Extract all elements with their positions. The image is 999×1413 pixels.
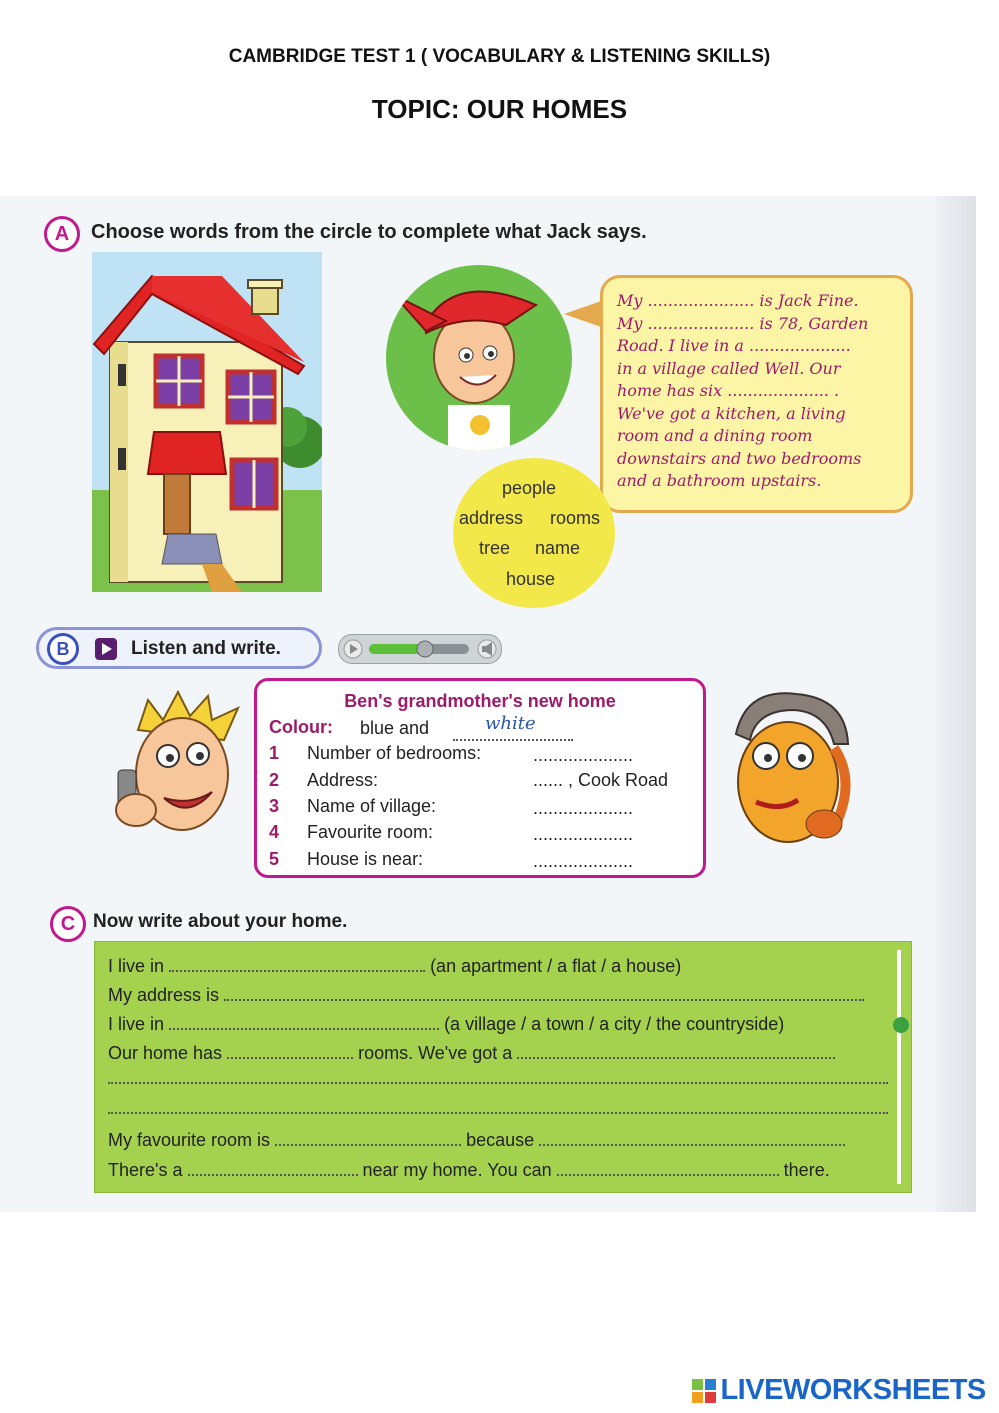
line-text: Our home has [108,1043,223,1063]
word-bank-item: people [502,478,557,498]
section-b-header [36,627,322,669]
write-blank[interactable] [539,1130,845,1146]
write-blank[interactable] [227,1043,353,1059]
write-blank[interactable] [517,1043,835,1059]
section-b-badge: B [47,633,79,665]
box-title: Ben's grandmother's new home [344,691,616,711]
box-edge-line [897,950,901,1184]
grandmother-home-box [254,678,706,878]
item-label: Favourite room: [307,822,434,842]
item-label: Address: [307,770,379,790]
write-blank[interactable] [169,956,425,972]
line-text: I live in [108,1014,165,1034]
word-bank-item: tree [479,538,511,558]
line-text: (an apartment / a flat / a house) [430,956,682,976]
write-blank[interactable] [169,1014,439,1030]
write-blank[interactable] [275,1130,461,1146]
section-a-instruction: Choose words from the circle to complete what Jack says. [91,221,647,243]
line-text: (a village / a town / a city / the countryside) [444,1014,785,1034]
section-c-instruction: Now write about your home. [93,911,348,932]
item-number: 4 [269,822,280,842]
write-line-7 [108,1130,845,1151]
page-edge-shadow [936,196,976,1212]
colour-prefix: blue and [360,718,430,738]
speech-line: We've got a kitchen, a living [617,403,846,423]
jack-speech-bubble [600,275,913,513]
write-blank[interactable] [108,1082,888,1084]
word-bank-circle [453,458,615,608]
write-blank[interactable] [188,1160,358,1176]
answer-blank[interactable]: .................... [533,798,634,818]
word-bank-item: house [506,569,556,589]
line-text: I live in [108,956,165,976]
write-line-2 [108,985,864,1006]
item-number: 3 [269,796,280,816]
logo-text: LIVEWORKSHEETS [720,1374,986,1406]
item-label: Number of bedrooms: [307,743,482,763]
write-blank[interactable] [557,1160,779,1176]
jack-illustration [386,265,572,451]
speech-line: My ..................... is 78, Garden [617,313,869,333]
section-c-badge: C [50,906,86,942]
green-dot-icon [893,1017,909,1033]
speech-tail [564,300,604,328]
colour-answer-field[interactable] [453,713,573,741]
answer-blank[interactable]: .................... [533,745,634,765]
colour-answer: white [485,713,536,734]
item-number: 2 [269,770,280,790]
line-text: There's a [108,1160,183,1180]
ben-illustration [108,690,248,850]
line-text: there. [783,1160,830,1180]
write-line-3 [108,1014,784,1035]
speech-line: Road. I live in a .................... [617,336,851,355]
liveworksheets-logo [692,1374,986,1407]
speech-line: My ..................... is Jack Fine. [617,291,859,310]
write-about-home-box [94,941,912,1193]
word-bank-item: rooms [550,508,601,528]
play-icon[interactable] [95,638,117,660]
house-illustration [92,252,322,592]
item-label: House is near: [307,849,424,869]
audio-player[interactable] [338,634,502,664]
line-text: because [466,1130,535,1150]
grandmother-illustration [716,684,856,860]
topic-title: TOPIC: OUR HOMES [371,94,628,124]
line-text: My address is [108,985,220,1005]
word-bank-item: name [535,538,581,558]
speech-line: home has six .................... . [617,381,840,400]
speech-line: room and a dining room [617,426,813,445]
write-line-8 [108,1160,830,1181]
section-b-instruction: Listen and write. [131,638,281,659]
write-line-4 [108,1043,835,1064]
colour-label: Colour: [269,717,333,737]
speech-line: downstairs and two bedrooms [617,448,862,468]
write-blank[interactable] [224,985,864,1001]
worksheet-title: CAMBRIDGE TEST 1 ( VOCABULARY & LISTENING SKILLS) [228,46,771,67]
answer-blank[interactable]: .................... [533,851,634,871]
logo-icon [692,1379,716,1403]
item-number: 1 [269,743,280,763]
speech-line: and a bathroom upstairs. [617,471,822,490]
write-line-1 [108,956,681,977]
speech-line: in a village called Well. Our [617,358,841,378]
answer-blank[interactable]: .................... [533,824,634,844]
answer-blank[interactable]: ...... , Cook Road [533,770,669,790]
line-text: rooms. We've got a [358,1043,513,1063]
line-text: near my home. You can [362,1160,552,1180]
item-label: Name of village: [307,796,437,816]
section-a-badge: A [44,216,80,252]
write-blank[interactable] [108,1112,888,1114]
word-bank-item: address [459,508,524,528]
item-number: 5 [269,849,280,869]
line-text: My favourite room is [108,1130,271,1150]
